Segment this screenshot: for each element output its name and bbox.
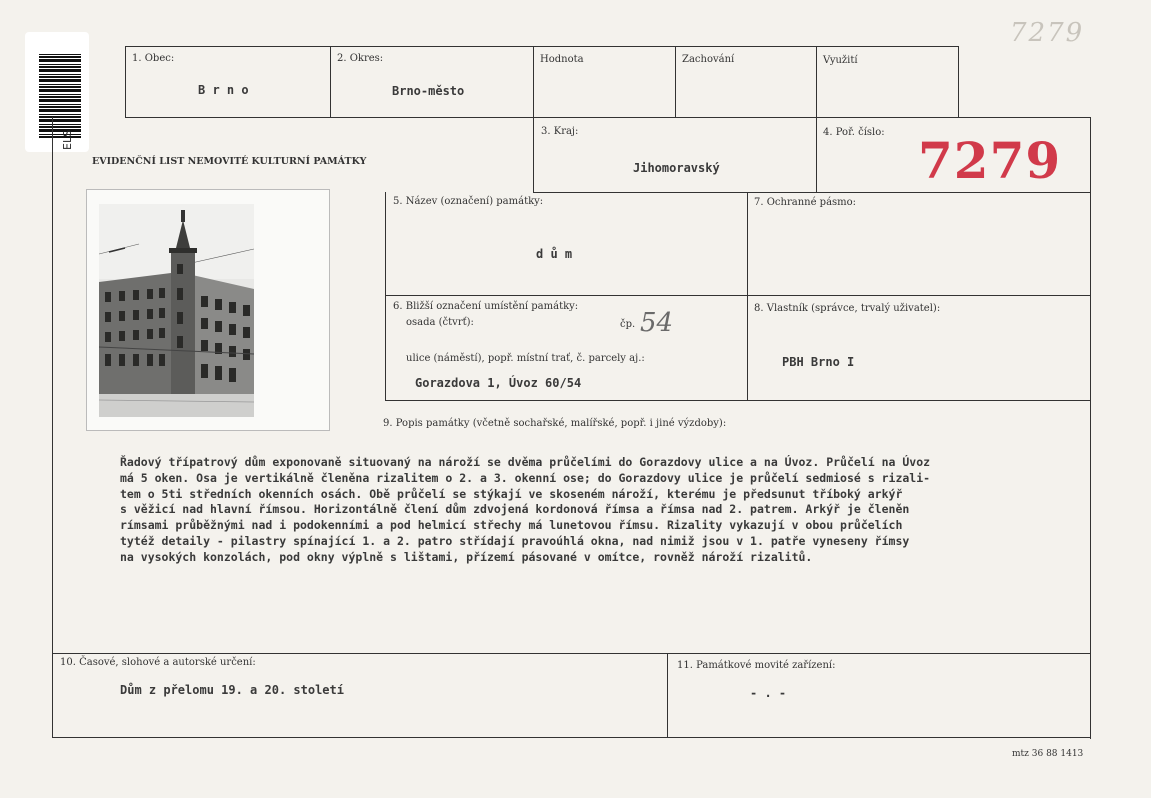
nazev-label: 5. Název (označení) památky: (393, 196, 544, 207)
vyuziti-label: Využití (823, 55, 858, 66)
casove-urceni-value: Dům z přelomu 19. a 20. století (120, 683, 344, 697)
movite-zarizeni-label: 11. Památkové movité zařízení: (677, 660, 836, 671)
okres-value: Brno-město (392, 84, 465, 98)
umisteni-label: 6. Bližší označení umístění památky: (393, 301, 579, 312)
barcode-sticker (25, 32, 89, 152)
osada-label: osada (čtvrť): (406, 317, 474, 328)
popis-label: 9. Popis památky (včetně sochařské, malířské, popř. i jiné výzdoby): (383, 418, 727, 429)
form-title: EVIDENČNÍ LIST NEMOVITÉ KULTURNÍ PAMÁTKY (92, 156, 367, 167)
cp-label: čp. (620, 319, 636, 330)
photo-frame (86, 189, 330, 431)
cp-value: 54 (640, 308, 674, 338)
ochranne-pasmo-label: 7. Ochranné pásmo: (754, 197, 857, 208)
corner-handwritten-number: 7279 (1010, 18, 1085, 48)
por-cislo-label: 4. Poř. číslo: (823, 127, 885, 138)
ulice-value: Gorazdova 1, Úvoz 60/54 (415, 376, 582, 390)
ulice-label: ulice (náměstí), popř. místní trať, č. parcely aj.: (406, 353, 645, 364)
nazev-value: d ů m (536, 247, 573, 261)
okres-label: 2. Okres: (337, 53, 384, 64)
hodnota-label: Hodnota (540, 54, 584, 65)
casove-urceni-label: 10. Časové, slohové a autorské určení: (60, 657, 256, 668)
movite-zarizeni-value: - . - (750, 686, 787, 700)
vlastnik-value: PBH Brno I (782, 355, 855, 369)
obec-value: B r n o (198, 83, 249, 97)
obec-label: 1. Obec: (132, 53, 175, 64)
footer-code: mtz 36 88 1413 (1012, 749, 1084, 759)
popis-text: Řadový třípatrový dům exponovaně situovaný na nároží se dvěma průčelími do Gorazdovy ulice a na Úvoz. Průčelí na Úvoz má 5 oken. Osa je vertikálně členěna rizalitem o 2. a 3. okenní ose; do Gorazdovy ulice je průčelí sedmiosé s rizali- tem o 5ti středních okenních osách. Obě průčelí se stýkají ve skoseném nároží, kterému je předsunut tříboký arkýř s věžicí nad hlavní římsou. Horizontálně člení dům zdvojená kordonová římsa a římsa nad 2. patrem. Arkýř je členěn rímsami průběžnými nad i podokenními a pod helmicí střechy má lunetovou římsu. Rizality vykazují v obou průčelích tytéž detaily - pilastry spínající 1. a 2. patro střídají pravoúhlá okna, nad nimiž jsou v 1. patře vyneseny římsy na vysokých konzolách, pod okny výplně s lištami, přízemí pásované v omítce, rovněž nároží rizalitů. (120, 455, 931, 564)
building-photo (99, 204, 254, 417)
vlastnik-label: 8. Vlastník (správce, trvalý uživatel): (754, 303, 941, 314)
por-cislo-value: 7279 (918, 131, 1062, 190)
kraj-label: 3. Kraj: (541, 126, 579, 137)
kraj-value: Jihomoravský (633, 161, 720, 175)
barcode-text: ELS (61, 129, 74, 150)
barcode-icon (39, 54, 81, 138)
zachovani-label: Zachování (682, 54, 735, 65)
